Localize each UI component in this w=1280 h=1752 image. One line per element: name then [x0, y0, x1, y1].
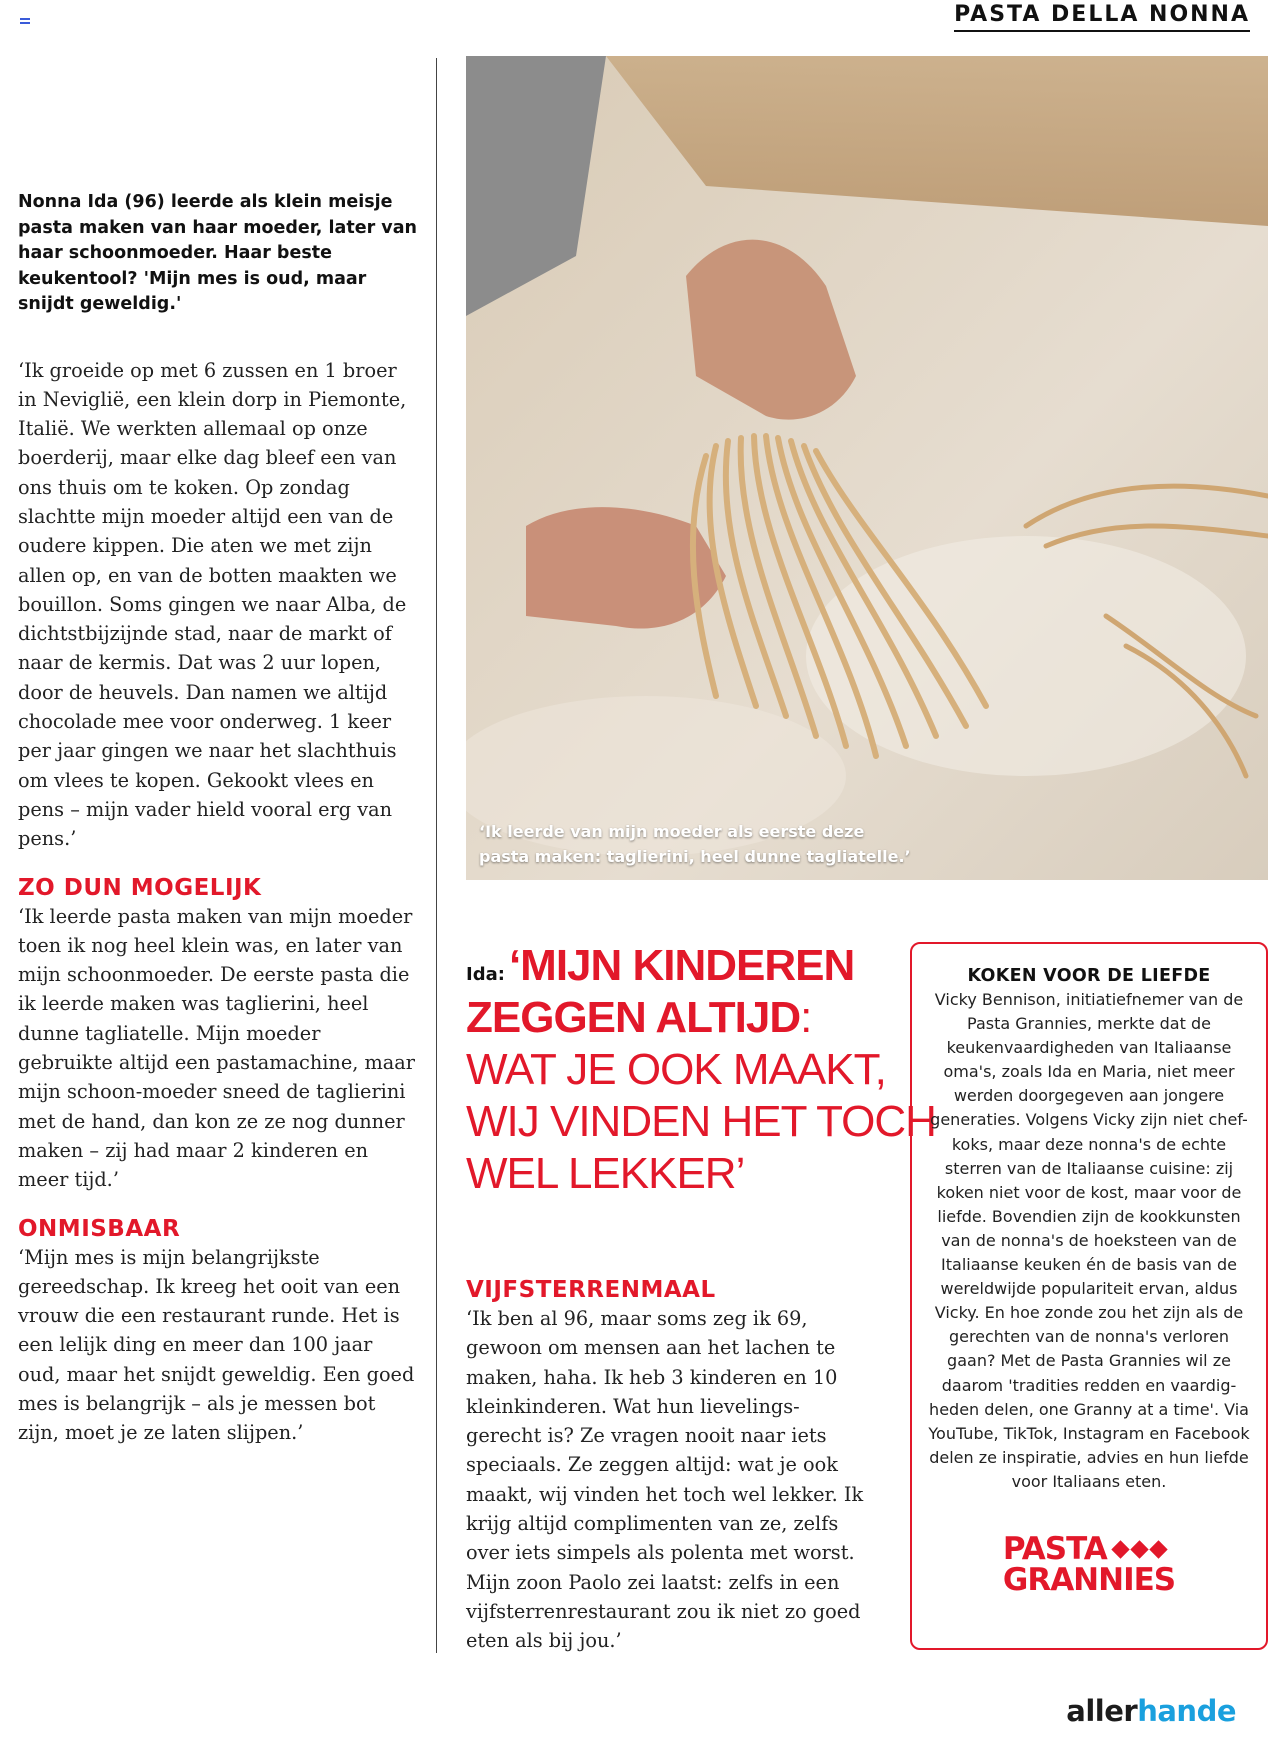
section-heading-onmisbaar: ONMISBAAR: [18, 1215, 181, 1242]
diamonds-icon: [1111, 1535, 1168, 1565]
quote-colon: :: [800, 993, 812, 1042]
intro-text: Nonna Ida (96) leerde als klein meisje pasta maken van haar moeder, later van haar schoonmoeder. Haar beste keukentool? 'Mijn mes is oud, maar snijdt geweldig.': [18, 192, 417, 314]
middle-column: [466, 1276, 866, 1656]
quote-line-4: WIJ VINDEN HET TOCH: [466, 1097, 936, 1146]
left-column: [18, 190, 418, 1448]
pasta-grannies-logo: [1002, 1530, 1176, 1599]
section-heading-zo-dun: ZO DUN MOGELIJK: [18, 874, 262, 901]
quote-line-5: WEL LEKKER’: [466, 1149, 745, 1198]
section-body-vijfsterrenmaal: ‘Ik ben al 96, maar soms zeg ik 69, gewoon om mensen aan het lachen te maken, haha. Ik heb 3 kinderen en 10 kleinkinderen. Wat hun lievelings-gerecht is? Ze vragen nooit naar iets speciaals. Ze zeggen altijd: wat je ook maakt, wij vinden het toch wel lekker. Ik krijg altijd complimenten van ze, zelfs over iets simpels als polenta met worst. Mijn zoon Paolo zei laatst: zelfs in een vijfsterrenrestaurant zou ik niet zo goed eten als bij jou.’: [466, 1307, 864, 1653]
column-divider: [436, 58, 437, 1653]
photo-caption: ‘Ik leerde van mijn moeder als eerste deze pasta maken: taglierini, heel dunne tagliatelle.’: [479, 822, 911, 866]
section-heading-vijfsterrenmaal: VIJFSTERRENMAAL: [466, 1277, 716, 1303]
pasta-photo: [466, 56, 1268, 880]
quote-line-3: WAT JE OOK MAAKT,: [466, 1045, 886, 1094]
pull-quote: [466, 940, 936, 1200]
sidebar-title: KOKEN VOOR DE LIEFDE: [967, 966, 1211, 986]
section-body-zo-dun: ‘Ik leerde pasta maken van mijn moeder toen ik nog heel klein was, en later van mijn schoonmoeder. De eerste pasta die ik leerde maken was taglierini, heel dunne tagliatelle. Mijn moeder gebruikte altijd een pastamachine, maar mijn schoon-moeder sneed de taglierini met de hand, dan kon ze ze nog dunner maken – zij had maar 2 kinderen en meer tijd.’: [18, 904, 415, 1192]
logo-text-pasta: PASTA: [1002, 1530, 1107, 1567]
brand-part-2: hande: [1137, 1694, 1236, 1728]
section-body-onmisbaar: ‘Mijn mes is mijn belangrijkste gereedschap. Ik kreeg het ooit van een vrouw die een restaurant runde. Het is een lelijk ding en meer dan 100 jaar oud, maar het snijdt geweldig. Een goed mes is belangrijk – als je messen bot zijn, moet je ze laten slijpen.’: [18, 1245, 415, 1445]
sidebar-box: [910, 942, 1268, 1650]
quote-line-1: ‘MIJN KINDEREN: [508, 941, 855, 990]
quote-speaker: Ida:: [466, 964, 505, 985]
allerhande-logo: [1066, 1694, 1236, 1728]
logo-text-grannies: GRANNIES: [1002, 1562, 1176, 1599]
story-paragraph: ‘Ik groeide op met 6 zussen en 1 broer in Neviglië, een klein dorp in Piemonte, Italië. We werkten allemaal op onze boerderij, maar elke dag bleef een van ons thuis om te koken. Op zondag slachtte mijn moeder altijd een van de oudere kippen. Die aten we met zijn allen op, en van de botten maakten we bouillon. Soms gingen we naar Alba, de dichtstbijzijnde stad, naar de markt of naar de kermis. Dat was 2 uur lopen, door de heuvels. Dan namen we altijd chocolade mee voor onderweg. 1 keer per jaar gingen we naar het slachthuis om vlees te kopen. Gekookt vlees en pens – mijn vader hield vooral erg van pens.’: [18, 358, 407, 851]
pasta-illustration: [466, 56, 1268, 880]
page-section-title: PASTA DELLA NONNA: [954, 2, 1250, 32]
menu-icon[interactable]: [20, 18, 30, 26]
brand-part-1: aller: [1066, 1694, 1138, 1728]
sidebar-body: Vicky Bennison, initiatiefnemer van de Pasta Grannies, merkte dat de keukenvaardigheden van Italiaanse oma's, zoals Ida en Maria, niet meer werden doorgegeven aan jongere generaties. Volgens Vicky zijn niet chef-koks, maar deze nonna's de echte sterren van de Italiaanse cuisine: zij koken niet voor de kost, maar voor de liefde. Bovendien zijn de kookkunsten van de nonna's de hoeksteen van de Italiaanse keuken én de basis van de wereldwijde populariteit ervan, aldus Vicky. En hoe zonde zou het zijn als de gerechten van de nonna's verloren gaan? Met de Pasta Grannies wil ze daarom 'tradities redden en vaardig-heden delen, one Granny at a time'. Via YouTube, TikTok, Instagram en Facebook delen ze inspiratie, advies en hun liefde voor Italiaans eten.: [928, 990, 1250, 1491]
quote-line-2: ZEGGEN ALTIJD: [466, 993, 801, 1042]
